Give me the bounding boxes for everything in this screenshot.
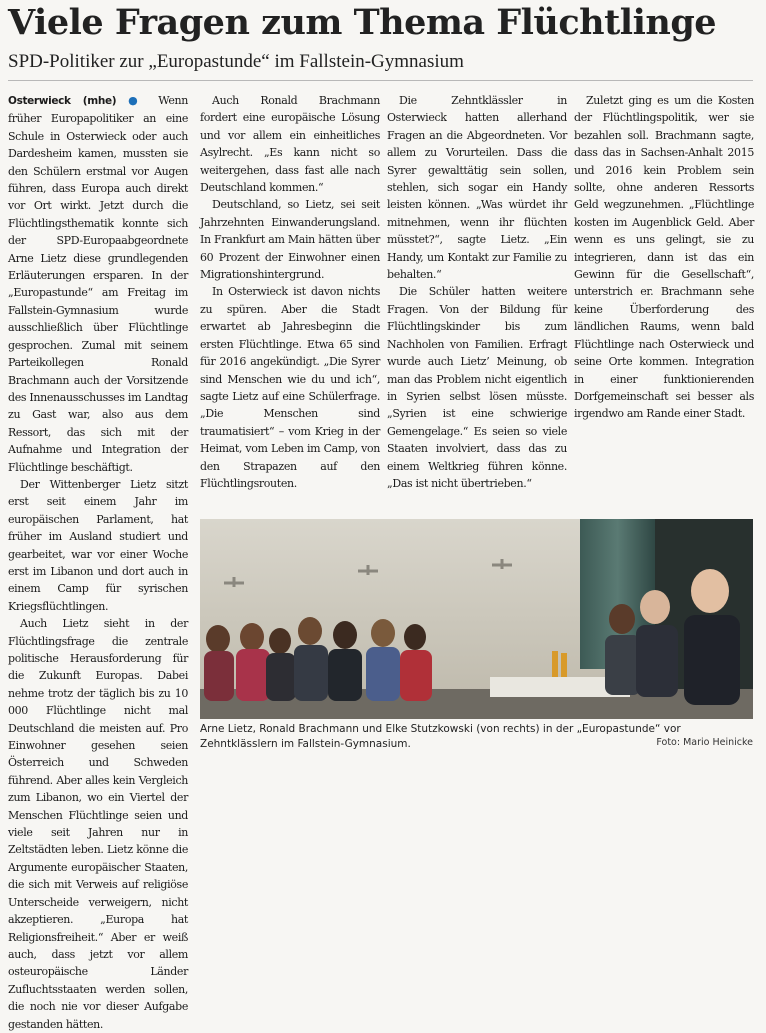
article-column-1: [8, 92, 188, 1031]
paragraph: Deutschland, so Lietz, sei seit Jahrzehnten Einwanderungsland. In Frankfurt am Main hätten über 60 Prozent der Einwohner einen Migrationshintergrund.: [200, 198, 380, 282]
dateline: Osterwieck (mhe): [8, 95, 117, 107]
paragraph: Die Zehntklässler in Osterwieck hatten allerhand Fragen an die Abgeordneten. Vor allem zu Vorurteilen. Dass die Syrer gewalttätig sein sollen, stehlen, sich sogar ein Handy leisten können. „Was würdet ihr mitnehmen, wenn ihr flüchten müsstet?“, sagte Lietz. „Ein Handy, um Kontakt zur Familie zu behalten.“: [387, 94, 567, 282]
article-headline: Viele Fragen zum Thema Flüchtlinge: [8, 2, 717, 43]
article-column-4: [574, 92, 754, 512]
paragraph: [8, 92, 188, 476]
article-photo: [200, 519, 753, 719]
paragraph: In Osterwieck ist davon nichts zu spüren. Aber die Stadt erwartet ab Jahresbeginn die ersten Flüchtlinge. Etwa 65 sind für 2016 angekündigt. „Die Syrer sind Menschen wie du und ich“, sagte Lietz auf eine Schülerfrage. „Die Menschen sind traumatisiert“ – vom Krieg in der Heimat, vom Leben im Camp, von den Strapazen auf den Flüchtlingsrouten.: [200, 285, 380, 490]
paragraph: Zuletzt ging es um die Kosten der Flüchtlingspolitik, wer sie bezahlen soll. Brachmann sagte, dass das in Sachsen-Anhalt 2015 und 2016 kein Problem sein sollte, ohne anderen Ressorts Geld wegzunehmen. „Flüchtlinge kosten im Augenblick Geld. Aber wenn es uns gelingt, sie zu integrieren, dann ist das ein Gewinn für die Gesellschaft“, unterstrich er. Brachmann sehe keine Überforderung des ländlichen Raums, wenn bald Flüchtlinge nach Osterwieck und seine Orte kommen. Integration in einer funktionierenden Dorfgemeinschaft sei besser als irgendwo am Rande einer Stadt.: [574, 94, 754, 421]
paragraph: Die Schüler hatten weitere Fragen. Von der Bildung für Flüchtlingskinder bis zum Nachholen von Familien. Erfragt wurde auch Lietz’ Meinung, ob man das Problem nicht eigentlich in Syrien selbst lösen müsste. „Syrien ist eine schwierige Gemengelage.“ Es seien so viele Staaten involviert, dass das zu einem Weltkrieg führen könne. „Das ist nicht übertrieben.“: [387, 285, 567, 490]
paragraph: Auch Ronald Brachmann fordert eine europäische Lösung und vor allem ein einheitliches Asylrecht. „Es kann nicht so weitergehen, dass fast alle nach Deutschland kommen.“: [200, 94, 380, 195]
article-column-2: [200, 92, 380, 512]
photo-credit: Foto: Mario Heinicke: [656, 737, 753, 748]
header-divider: [8, 80, 753, 81]
paragraph-text: Wenn früher Europapolitiker an eine Schule in Osterwieck oder auch Dardesheim kamen, mussten sie den Schülern erstmal vor Augen führen, dass Europa auch direkt vor Ort wirkt. Jetzt durch die Flüchtlingsthematik konnte sich der SPD-Europaabgeordnete Arne Lietz diese grundlegenden Erläuterungen ersparen. In der „Europastunde“ am Freitag im Fallstein-Gymnasium wurde ausschließlich über Flüchtlinge gesprochen. Zumal mit seinem Parteikollegen Ronald Brachmann auch der Vorsitzende des Innenausschusses im Landtag zu Gast war, also aus dem Ressort, das sich mit der Aufnahme und Integration der Flüchtlinge beschäftigt.: [8, 94, 188, 474]
photo-caption: Arne Lietz, Ronald Brachmann und Elke Stutzkowski (von rechts) in der „Europastunde“ vor Zehntklässlern im Fallstein-Gymnasium.: [200, 723, 681, 750]
article-column-3: [387, 92, 567, 512]
article-subheadline: SPD-Politiker zur „Europastunde“ im Fallstein-Gymnasium: [8, 51, 464, 72]
classroom-photo-illustration: [200, 519, 753, 719]
bullet-icon: ●: [128, 94, 147, 107]
paragraph: Der Wittenberger Lietz sitzt erst seit einem Jahr im europäischen Parlament, hat früher im Ausland studiert und gearbeitet, war vor einer Woche erst im Libanon und dort auch in einem Camp für syrischen Kriegsflüchtlingen.: [8, 477, 188, 613]
paragraph: Auch Lietz sieht in der Flüchtlingsfrage die zentrale politische Herausforderung für die Zukunft Europas. Dabei nehme trotz der täglich bis zu 10 000 Flüchtlinge nicht mal Deutschland die meisten auf. Pro Einwohner gesehen seien Österreich und Schweden führend. Aber alles kein Vergleich zum Libanon, wo ein Viertel der Menschen Flüchtlinge seien und viele seit Jahren nur in Zeltstädten leben. Lietz könne die Argumente europäischer Staaten, die sich mit Verweis auf religiöse Unterscheide verweigern, nicht akzeptieren. „Europa hat Religionsfreiheit.“ Aber er weiß auch, dass jetzt vor allem osteuropäische Länder Zufluchtsstaaten werden sollen, die noch nie vor dieser Aufgabe gestanden hätten.: [8, 617, 188, 1031]
